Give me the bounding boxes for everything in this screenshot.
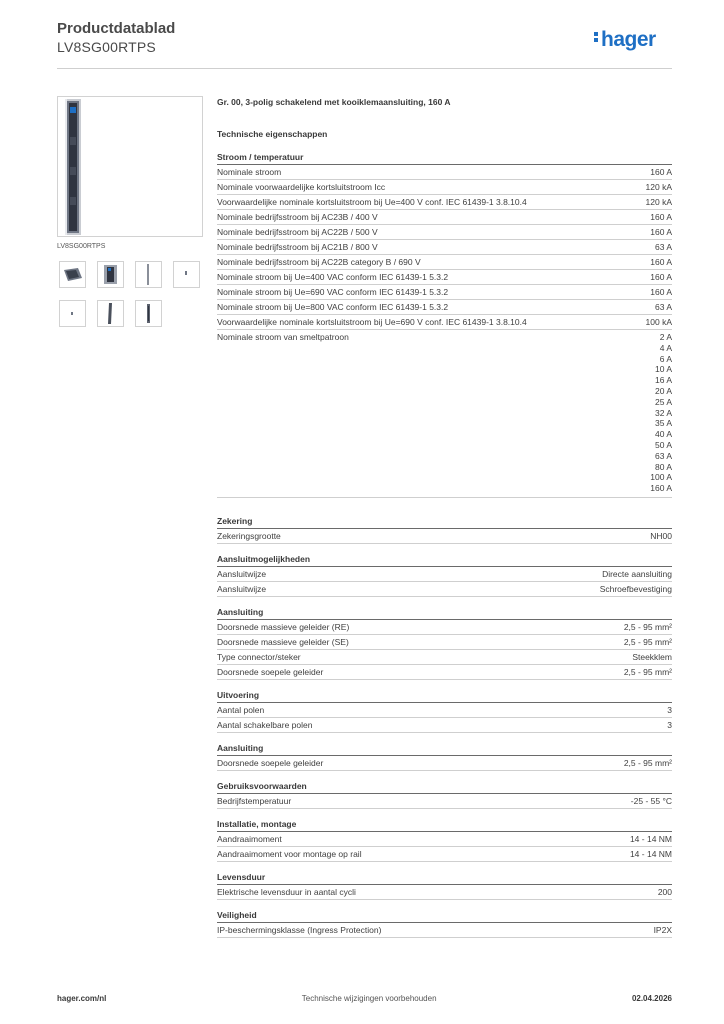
spec-row xyxy=(217,650,672,665)
thumbnail-top-view-icon xyxy=(174,262,199,287)
spec-row xyxy=(217,703,672,718)
spec-row xyxy=(217,195,672,210)
spec-value: 4 A xyxy=(659,342,672,353)
spec-label: Nominale stroom xyxy=(217,167,282,177)
spec-sections xyxy=(217,151,672,938)
footer-website[interactable]: hager.com/nl xyxy=(57,994,107,1003)
spec-value: 100 kA xyxy=(645,317,672,327)
section-title: Stroom / temperatuur xyxy=(217,151,672,165)
spec-label: Aansluitwijze xyxy=(217,583,267,594)
spec-value: 20 A xyxy=(654,385,672,396)
spec-value-list xyxy=(650,332,672,494)
product-image-caption: LV8SG00RTPS xyxy=(57,243,106,250)
spec-row xyxy=(217,255,672,270)
spec-value: 200 xyxy=(657,886,672,897)
spec-label: Nominale stroom bij Ue=800 VAC conform IEC 61439-1 5.3.2 xyxy=(217,302,449,312)
spec-row xyxy=(217,635,672,650)
spec-value: Directe aansluiting xyxy=(602,568,672,579)
spec-value: 14 - 14 NM xyxy=(629,833,672,844)
spec-value: IP2X xyxy=(653,924,672,935)
section-title: Levensduur xyxy=(217,871,672,885)
spec-value: Schroefbevestiging xyxy=(599,583,672,594)
logo-dots-icon xyxy=(594,32,599,44)
spec-label: Doorsnede soepele geleider xyxy=(217,666,324,677)
spec-row-multi-value xyxy=(217,330,672,498)
spec-value: 160 A xyxy=(650,287,672,297)
spec-value: 120 kA xyxy=(645,197,672,207)
specifications xyxy=(217,95,672,947)
section-title: Veiligheid xyxy=(217,909,672,923)
spec-value: 160 A xyxy=(650,227,672,237)
spec-section xyxy=(217,553,672,597)
spec-label: Elektrische levensduur in aantal cycli xyxy=(217,886,356,897)
spec-label: Bedrijfstemperatuur xyxy=(217,795,292,806)
spec-row xyxy=(217,315,672,330)
spec-label: Doorsnede soepele geleider xyxy=(217,757,324,768)
spec-section xyxy=(217,606,672,680)
spec-value: 25 A xyxy=(654,396,672,407)
spec-value: 6 A xyxy=(659,353,672,364)
thumbnail-bottom-view-icon xyxy=(60,301,85,326)
spec-value: 2,5 - 95 mm² xyxy=(623,621,672,632)
spec-label: Nominale stroom bij Ue=690 VAC conform IEC 61439-1 5.3.2 xyxy=(217,287,449,297)
spec-label: Doorsnede massieve geleider (RE) xyxy=(217,621,350,632)
spec-value: 63 A xyxy=(654,242,672,252)
spec-label: Nominale stroom van smeltpatroon xyxy=(217,332,349,342)
spec-label: Nominale stroom bij Ue=400 VAC conform IEC 61439-1 5.3.2 xyxy=(217,272,449,282)
spec-section xyxy=(217,689,672,733)
thumbnail-4[interactable] xyxy=(173,261,200,288)
spec-label: Aansluitwijze xyxy=(217,568,267,579)
spec-value: 50 A xyxy=(654,439,672,450)
section-title: Aansluitmogelijkheden xyxy=(217,553,672,567)
product-description: Gr. 00, 3-polig schakelend met kooiklemaansluiting, 160 A xyxy=(217,97,451,107)
spec-row xyxy=(217,665,672,680)
spec-value: 3 xyxy=(667,719,672,730)
spec-row xyxy=(217,300,672,315)
spec-row xyxy=(217,756,672,771)
spec-value: 2 A xyxy=(659,332,672,342)
spec-label: Nominale bedrijfsstroom bij AC23B / 400 V xyxy=(217,212,378,222)
section-title: Installatie, montage xyxy=(217,818,672,832)
spec-section xyxy=(217,871,672,900)
product-code: LV8SG00RTPS xyxy=(57,39,156,55)
thumbnail-6[interactable] xyxy=(97,300,124,327)
spec-label: Doorsnede massieve geleider (SE) xyxy=(217,636,349,647)
thumbnail-3[interactable] xyxy=(135,261,162,288)
spec-value: 63 A xyxy=(654,302,672,312)
page-title: Productdatablad xyxy=(57,20,176,37)
thumbnail-profile-view-icon xyxy=(98,301,123,326)
spec-row xyxy=(217,567,672,582)
spec-label: Nominale bedrijfsstroom bij AC22B category B / 690 V xyxy=(217,257,421,267)
spec-row xyxy=(217,794,672,809)
spec-label: Aantal schakelbare polen xyxy=(217,719,313,730)
spec-value: 2,5 - 95 mm² xyxy=(623,666,672,677)
thumbnail-angled-view-icon xyxy=(60,262,85,287)
thumbnail-1[interactable] xyxy=(59,261,86,288)
spec-row xyxy=(217,847,672,862)
spec-row xyxy=(217,165,672,180)
spec-section xyxy=(217,742,672,771)
spec-row xyxy=(217,885,672,900)
spec-label: Aandraaimoment xyxy=(217,833,282,844)
spec-section xyxy=(217,909,672,938)
spec-value: 80 A xyxy=(654,461,672,472)
spec-row xyxy=(217,718,672,733)
section-title: Zekering xyxy=(217,515,672,529)
spec-value: -25 - 55 °C xyxy=(630,795,672,806)
spec-row xyxy=(217,240,672,255)
spec-value: 160 A xyxy=(650,212,672,222)
spec-value: 160 A xyxy=(650,483,672,494)
spec-label: Voorwaardelijke nominale kortsluitstroom bij Ue=690 V conf. IEC 61439-1 3.8.10.4 xyxy=(217,317,527,327)
spec-row xyxy=(217,923,672,938)
spec-label: Voorwaardelijke nominale kortsluitstroom bij Ue=400 V conf. IEC 61439-1 3.8.10.4 xyxy=(217,197,527,207)
spec-value: 3 xyxy=(667,704,672,715)
thumbnail-5[interactable] xyxy=(59,300,86,327)
spec-row xyxy=(217,210,672,225)
thumbnail-detail-view-icon xyxy=(136,301,161,326)
spec-section xyxy=(217,780,672,809)
spec-value: 63 A xyxy=(654,450,672,461)
spec-label: Zekeringsgrootte xyxy=(217,530,281,541)
spec-label: Nominale voorwaardelijke kortsluitstroom Icc xyxy=(217,182,386,192)
spec-label: Nominale bedrijfsstroom bij AC21B / 800 V xyxy=(217,242,378,252)
thumbnail-front-view-icon xyxy=(98,262,123,287)
spec-row xyxy=(217,582,672,597)
spec-value: 2,5 - 95 mm² xyxy=(623,636,672,647)
spec-label: Type connector/steker xyxy=(217,651,301,662)
spec-value: 160 A xyxy=(650,257,672,267)
spec-value: 100 A xyxy=(650,472,672,483)
header-divider xyxy=(57,68,672,69)
spec-row xyxy=(217,620,672,635)
technical-properties-title: Technische eigenschappen xyxy=(217,129,328,139)
hager-logo xyxy=(594,28,656,52)
spec-value: 10 A xyxy=(654,364,672,375)
spec-label: Aantal polen xyxy=(217,704,265,715)
spec-value: 120 kA xyxy=(645,182,672,192)
logo-text: hager xyxy=(601,28,656,51)
fuse-switch-disconnector-icon xyxy=(58,97,202,236)
spec-value: 160 A xyxy=(650,167,672,177)
spec-row xyxy=(217,529,672,544)
spec-value: 14 - 14 NM xyxy=(629,848,672,859)
spec-section xyxy=(217,515,672,544)
product-image[interactable] xyxy=(57,96,203,237)
spec-value: NH00 xyxy=(650,530,672,541)
footer-disclaimer: Technische wijzigingen voorbehouden xyxy=(301,994,437,1003)
footer xyxy=(57,994,672,1003)
section-title: Aansluiting xyxy=(217,606,672,620)
spec-value: 35 A xyxy=(654,418,672,429)
thumbnail-side-view-icon xyxy=(136,262,161,287)
spec-value: 2,5 - 95 mm² xyxy=(623,757,672,768)
footer-date: 02.04.2026 xyxy=(631,994,672,1003)
section-title: Aansluiting xyxy=(217,742,672,756)
spec-row xyxy=(217,270,672,285)
spec-row xyxy=(217,225,672,240)
spec-label: IP-beschermingsklasse (Ingress Protection) xyxy=(217,924,382,935)
thumbnail-7[interactable] xyxy=(135,300,162,327)
spec-value: Steekklem xyxy=(632,651,672,662)
section-title: Gebruiksvoorwaarden xyxy=(217,780,672,794)
thumbnail-2[interactable] xyxy=(97,261,124,288)
spec-value: 160 A xyxy=(650,272,672,282)
spec-row xyxy=(217,285,672,300)
spec-row xyxy=(217,180,672,195)
section-spacer xyxy=(217,498,672,506)
spec-label: Aandraaimoment voor montage op rail xyxy=(217,848,362,859)
spec-section xyxy=(217,151,672,506)
section-title: Uitvoering xyxy=(217,689,672,703)
spec-value: 40 A xyxy=(654,429,672,440)
document-header xyxy=(57,20,175,56)
spec-label: Nominale bedrijfsstroom bij AC22B / 500 V xyxy=(217,227,378,237)
spec-value: 16 A xyxy=(654,375,672,386)
spec-value: 32 A xyxy=(654,407,672,418)
spec-section xyxy=(217,818,672,862)
spec-row xyxy=(217,832,672,847)
